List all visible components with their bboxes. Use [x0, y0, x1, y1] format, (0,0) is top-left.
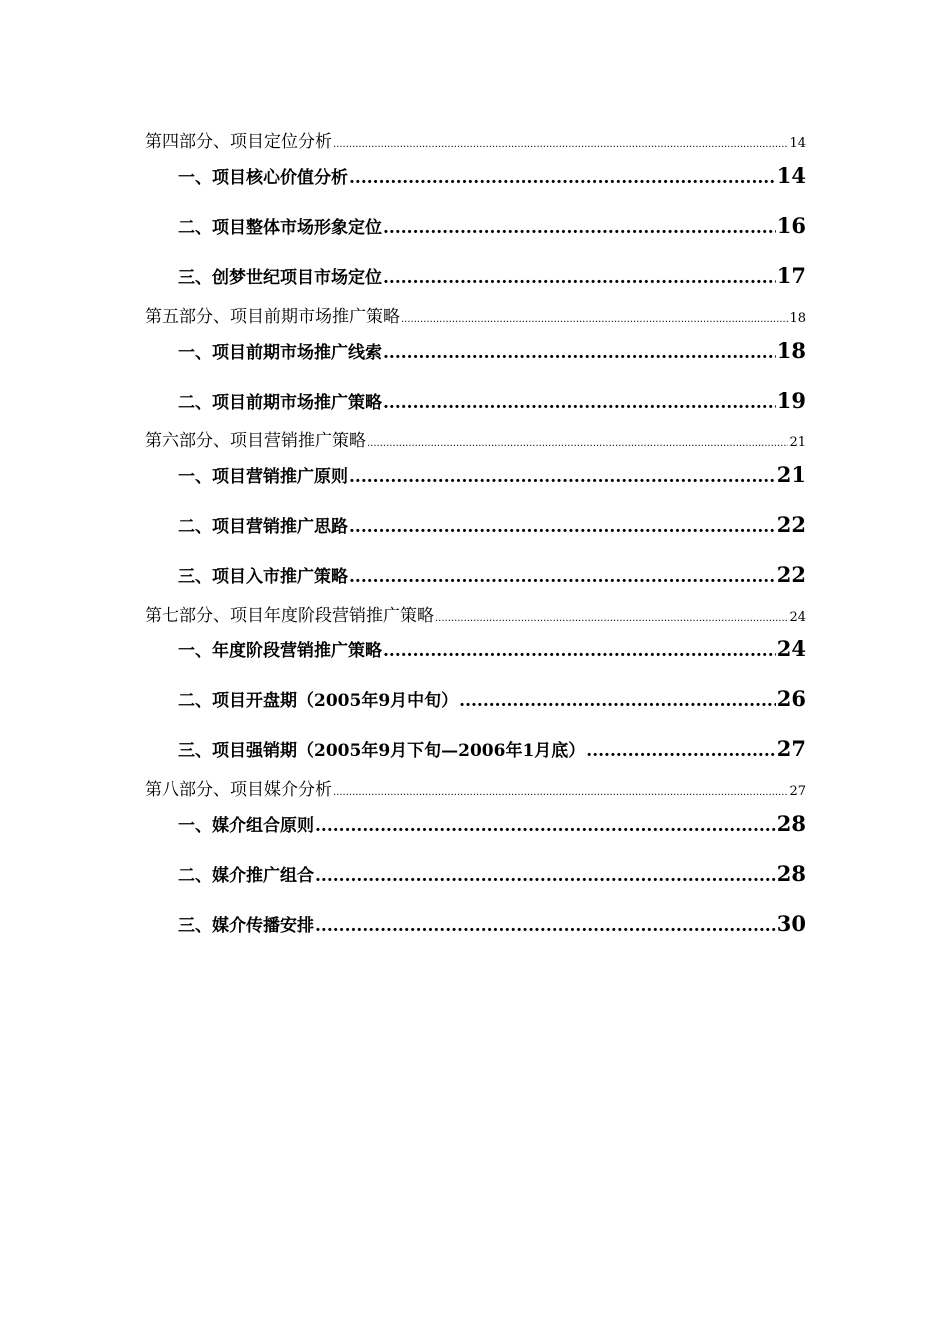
toc-leader-dots	[315, 866, 776, 886]
toc-entry-label: 一、项目营销推广原则	[178, 467, 348, 487]
toc-page-number: 18	[789, 311, 806, 326]
toc-entry[interactable]	[178, 213, 806, 238]
toc-page-number: 22	[776, 512, 806, 537]
toc-page-number: 28	[776, 811, 806, 836]
toc-page-number: 26	[776, 686, 806, 711]
toc-entry-label: 一、项目前期市场推广线索	[178, 343, 382, 363]
toc-page-number: 14	[776, 163, 806, 188]
toc-entry-part-8[interactable]	[145, 775, 806, 800]
toc-leader-dots	[333, 787, 788, 798]
toc-entry-label: 第五部分、项目前期市场推广策略	[145, 307, 400, 327]
toc-page-number: 16	[776, 213, 806, 238]
toc-entry-label: 一、项目核心价值分析	[178, 168, 348, 188]
toc-leader-dots	[349, 467, 776, 487]
toc-entry[interactable]	[178, 636, 806, 661]
toc-page-number: 28	[776, 861, 806, 886]
toc-leader-dots	[383, 218, 776, 238]
toc-entry-label: 第八部分、项目媒介分析	[145, 780, 332, 800]
toc-entry[interactable]	[178, 338, 806, 363]
toc-entry-label: 第七部分、项目年度阶段营销推广策略	[145, 606, 434, 626]
toc-leader-dots	[435, 613, 788, 624]
toc-page-number: 30	[776, 911, 806, 936]
toc-entry[interactable]	[178, 736, 806, 761]
toc-leader-dots	[315, 816, 776, 836]
toc-page-number: 27	[776, 736, 806, 761]
toc-entry-part-7[interactable]	[145, 601, 806, 626]
toc-page-number: 19	[776, 388, 806, 413]
toc-entry-label: 一、媒介组合原则	[178, 816, 314, 836]
toc-page-number: 22	[776, 562, 806, 587]
toc-page-number: 14	[789, 136, 806, 151]
toc-entry[interactable]	[178, 562, 806, 587]
toc-leader-dots	[383, 268, 776, 288]
toc-entry-label: 第六部分、项目营销推广策略	[145, 431, 366, 451]
toc-leader-dots	[383, 641, 776, 661]
toc-entry-part-6[interactable]	[145, 426, 806, 451]
toc-page-number: 17	[776, 263, 806, 288]
toc-entry[interactable]	[178, 263, 806, 288]
toc-entry[interactable]	[178, 163, 806, 188]
toc-leader-dots	[349, 168, 776, 188]
toc-page-number: 21	[789, 435, 806, 450]
toc-leader-dots	[349, 567, 776, 587]
toc-entry-label: 三、媒介传播安排	[178, 916, 314, 936]
toc-leader-dots	[367, 438, 788, 449]
toc-leader-dots	[349, 517, 776, 537]
toc-entry-part-5[interactable]	[145, 302, 806, 327]
toc-entry-label: 一、年度阶段营销推广策略	[178, 641, 382, 661]
toc-leader-dots	[315, 916, 776, 936]
toc-page-number: 27	[789, 784, 806, 799]
toc-leader-dots	[333, 139, 788, 150]
toc-entry-label: 二、项目整体市场形象定位	[178, 218, 382, 238]
toc-entry[interactable]	[178, 686, 806, 711]
toc-entry-label: 三、项目入市推广策略	[178, 567, 348, 587]
toc-page-number: 24	[776, 636, 806, 661]
toc-entry[interactable]	[178, 512, 806, 537]
toc-entry-label: 二、项目营销推广思路	[178, 517, 348, 537]
toc-page-number: 18	[776, 338, 806, 363]
toc-entry-label: 第四部分、项目定位分析	[145, 132, 332, 152]
toc-leader-dots	[383, 343, 776, 363]
toc-entry[interactable]	[178, 911, 806, 936]
toc-entry-label: 三、项目强销期（2005年9月下旬—2006年1月底）	[178, 741, 586, 761]
toc-entry[interactable]	[178, 388, 806, 413]
toc-entry[interactable]	[178, 811, 806, 836]
toc-entry[interactable]	[178, 861, 806, 886]
toc-leader-dots	[459, 691, 776, 711]
toc-entry-label: 二、项目前期市场推广策略	[178, 393, 382, 413]
toc-leader-dots	[586, 741, 775, 761]
toc-entry-label: 三、创梦世纪项目市场定位	[178, 268, 382, 288]
toc-page-number: 21	[776, 462, 806, 487]
toc-leader-dots	[383, 393, 776, 413]
toc-entry[interactable]	[178, 462, 806, 487]
toc-entry-label: 二、项目开盘期（2005年9月中旬）	[178, 691, 459, 711]
toc-page-number: 24	[789, 610, 806, 625]
toc-leader-dots	[401, 314, 788, 325]
toc-entry-label: 二、媒介推广组合	[178, 866, 314, 886]
toc-entry-part-4[interactable]	[145, 127, 806, 152]
